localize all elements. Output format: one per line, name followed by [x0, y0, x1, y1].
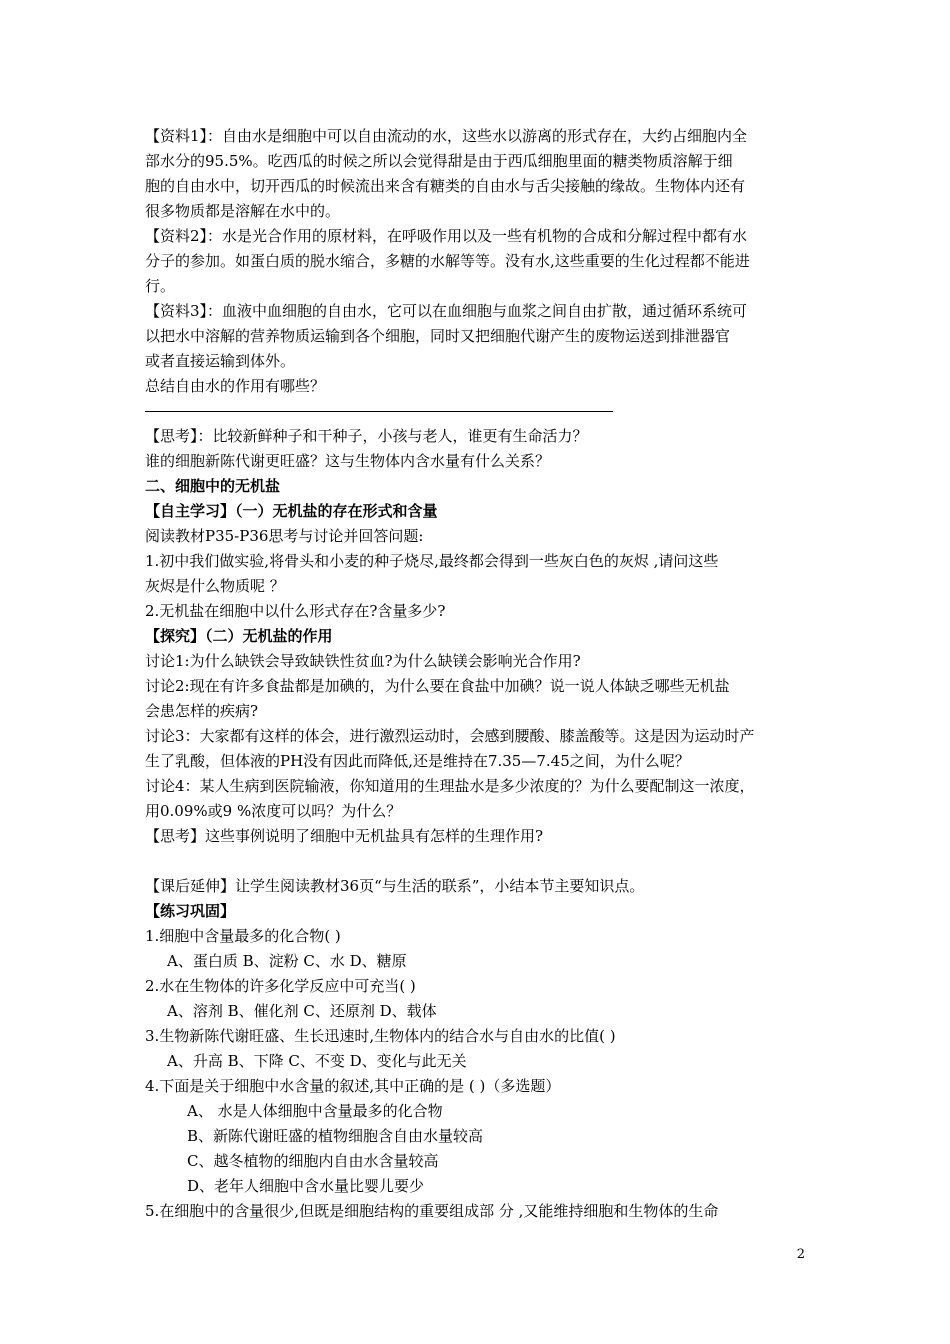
section-title: 二、细胞中的无机盐: [145, 477, 281, 495]
material-1-line: 胞的自由水中，切开西瓜的时候流出来含有糖类的自由水与舌尖接触的缘故。生物体内还有: [145, 177, 746, 195]
self-study-intro: 阅读教材P35-P36思考与讨论并回答问题:: [145, 527, 424, 545]
practice-options: A、蛋白质 B、淀粉 C、水 D、糖原: [167, 952, 407, 970]
practice-question: 4.下面是关于细胞中水含量的叙述,其中正确的是 ( )（多选题）: [145, 1077, 561, 1095]
discussion-item: 讨论4：某人生病到医院输液，你知道用的生理盐水是多少浓度的？为什么要配制这一浓度，: [145, 777, 755, 795]
page-number: 2: [796, 1247, 805, 1262]
practice-question: 2.水在生物体的许多化学反应中可充当( ): [145, 977, 416, 995]
extension-text: 【课后延伸】让学生阅读教材36页“与生活的联系”，小结本节主要知识点。: [145, 877, 645, 895]
material-2-line: 【资料2】：水是光合作用的原材料，在呼吸作用以及一些有机物的合成和分解过程中都有水: [145, 227, 748, 245]
think-line: 谁的细胞新陈代谢更旺盛？这与生物体内含水量有什么关系？: [145, 452, 551, 470]
self-study-question: 2.无机盐在细胞中以什么形式存在?含量多少?: [145, 602, 446, 620]
practice-question: 1.细胞中含量最多的化合物( ): [145, 927, 341, 945]
practice-question: 5.在细胞中的含量很少,但既是细胞结构的重要组成部 分 ,又能维持细胞和生物体的生命: [145, 1202, 719, 1220]
explore-think: 【思考】这些事例说明了细胞中无机盐具有怎样的生理作用?: [145, 827, 544, 845]
self-study-heading: 【自主学习】（一）无机盐的存在形式和含量: [145, 502, 438, 520]
answer-line: [145, 399, 813, 424]
material-3-line: 【资料3】：血液中血细胞的自由水，它可以在血细胞与血浆之间自由扩散，通过循环系统可: [145, 302, 748, 320]
self-study-question: 灰烬是什么物质呢 ？: [145, 577, 285, 595]
blank-gap: [145, 849, 813, 874]
material-2-line: 分子的参加。如蛋白质的脱水缩合，多糖的水解等等。没有水,这些重要的生化过程都不能进: [145, 252, 750, 270]
material-3-line: 或者直接运输到体外。: [145, 352, 296, 370]
practice-options: A、升高 B、下降 C、不变 D、变化与此无关: [167, 1052, 467, 1070]
think-line: 【思考】：比较新鲜种子和干种子，小孩与老人，谁更有生命活力？: [145, 427, 588, 445]
discussion-item: 生了乳酸，但体液的PH没有因此而降低,还是维持在7.35—7.45之间，为什么呢？: [145, 752, 690, 770]
material-1-line: 很多物质都是溶解在水中的。: [145, 202, 341, 220]
practice-heading: 【练习巩固】: [145, 902, 236, 920]
material-1-line: 部水分的95.5%。吃西瓜的时候之所以会觉得甜是由于西瓜细胞里面的糖类物质溶解于细: [145, 152, 733, 170]
discussion-item: 会患怎样的疾病?: [145, 702, 259, 720]
discussion-item: 讨论1:为什么缺铁会导致缺铁性贫血?为什么缺镁会影响光合作用?: [145, 652, 581, 670]
discussion-item: 讨论2:现在有许多食盐都是加碘的，为什么要在食盐中加碘？说一说人体缺乏哪些无机盐: [145, 677, 730, 695]
practice-option: D、老年人细胞中含水量比婴儿要少: [187, 1177, 425, 1195]
discussion-item: 用0.09%或9 %浓度可以吗？为什么？: [145, 802, 402, 820]
practice-question: 3.生物新陈代谢旺盛、生长迅速时,生物体内的结合水与自由水的比值( ): [145, 1027, 616, 1045]
practice-option: B、新陈代谢旺盛的植物细胞含自由水量较高: [187, 1127, 484, 1145]
practice-options: A、溶剂 B、催化剂 C、还原剂 D、载体: [167, 1002, 437, 1020]
free-water-question: 总结自由水的作用有哪些？: [145, 377, 326, 395]
practice-option: A、 水是人体细胞中含量最多的化合物: [187, 1102, 443, 1120]
self-study-question: 1.初中我们做实验,将骨头和小麦的种子烧尽,最终都会得到一些灰白色的灰烬 ,请问这些: [145, 552, 719, 570]
material-1-line: 【资料1】：自由水是细胞中可以自由流动的水，这些水以游离的形式存在，大约占细胞内全: [145, 127, 748, 145]
page-content: [145, 124, 813, 1224]
practice-option: C、越冬植物的细胞内自由水含量较高: [187, 1152, 439, 1170]
material-3-line: 以把水中溶解的营养物质运输到各个细胞，同时又把细胞代谢产生的废物运送到排泄器官: [145, 327, 731, 345]
material-2-line: 行。: [145, 277, 176, 295]
discussion-item: 讨论3：大家都有这样的体会，进行激烈运动时，会感到腰酸、膝盖酸等。这是因为运动时产: [145, 727, 755, 745]
explore-heading: 【探究】（二）无机盐的作用: [145, 627, 333, 645]
